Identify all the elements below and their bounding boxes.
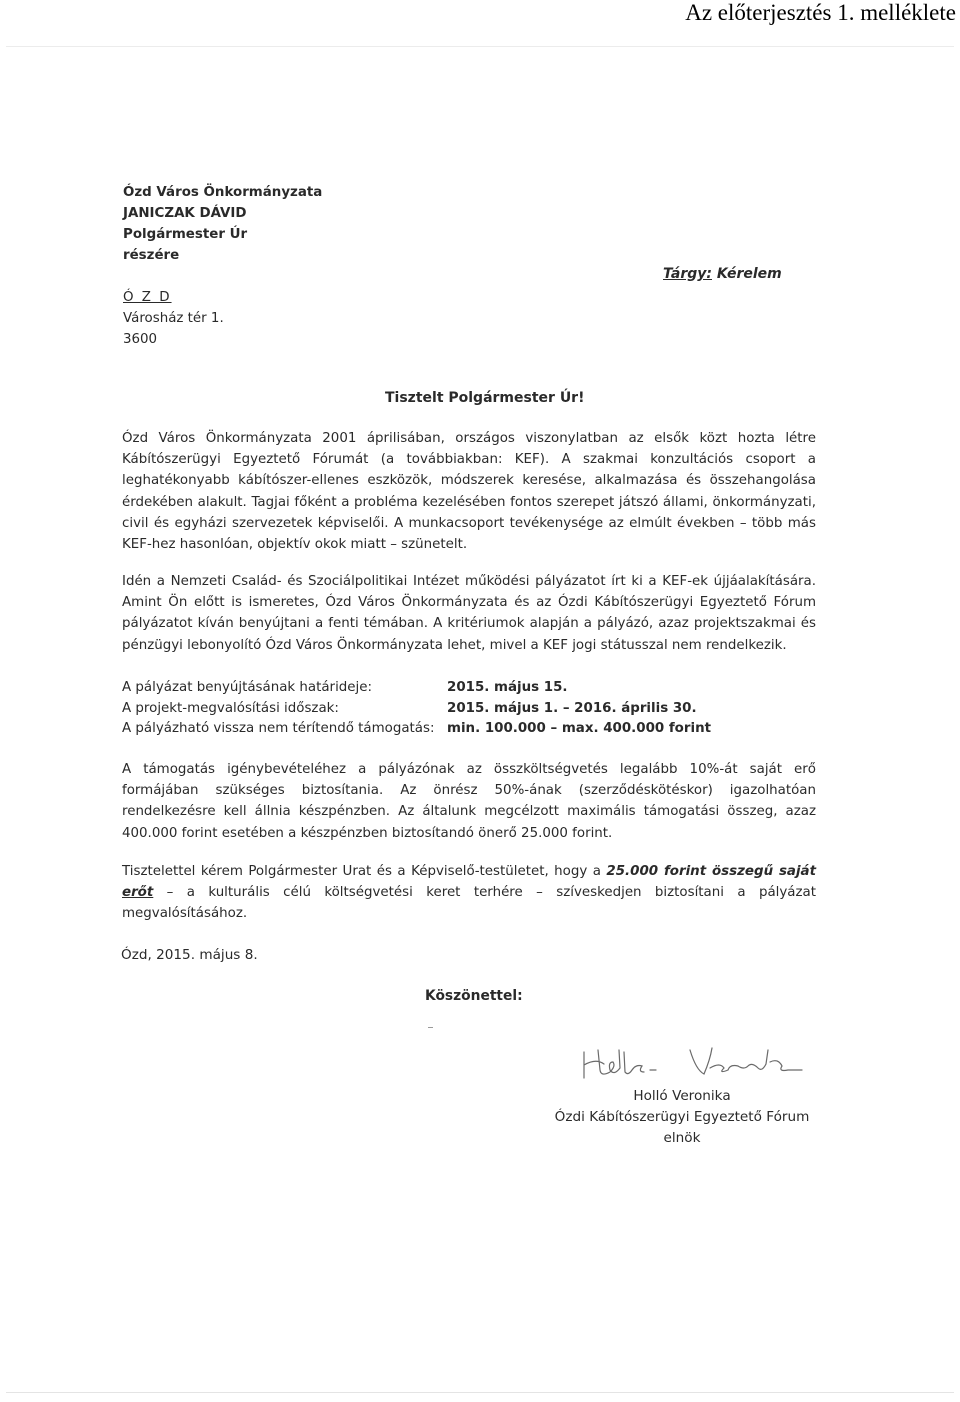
fact-value: 2015. május 15.	[447, 680, 568, 695]
fact-label: A pályázható vissza nem térítendő támogatás:	[122, 721, 435, 736]
paragraph-4-emphasis-underlined: erőt	[122, 885, 154, 901]
recipient-address	[123, 182, 322, 350]
subject-label: Tárgy:	[663, 266, 712, 282]
paragraph-4-part1: Tisztelettel kérem Polgármester Urat és a Képviselő-testületet, hogy a	[122, 864, 607, 879]
fact-value: min. 100.000 – max. 400.000 forint	[447, 721, 712, 736]
handwritten-signature	[570, 1040, 820, 1084]
signer-org: Ózdi Kábítószerügyi Egyeztető Fórum	[554, 1109, 810, 1125]
annex-label: Az előterjesztés 1. melléklete	[685, 0, 956, 25]
recipient-city: Ó Z D	[123, 290, 172, 305]
subject-text: Kérelem	[716, 266, 782, 282]
recipient-org: Ózd Város Önkormányzata	[123, 185, 323, 200]
paragraph-4	[122, 861, 816, 925]
fact-period	[122, 698, 697, 719]
subject-line	[663, 264, 782, 285]
signer-role: elnök	[663, 1130, 701, 1146]
signer-name: Holló Veronika	[633, 1088, 731, 1104]
facts-list	[122, 677, 712, 739]
paragraph-4-emphasis: 25.000 forint összegű saját	[606, 864, 816, 879]
closing: Köszönettel:	[425, 988, 523, 1004]
recipient-zip: 3600	[123, 332, 158, 347]
fact-label: A projekt-megvalósítási időszak:	[122, 700, 339, 716]
salutation: Tisztelt Polgármester Úr!	[385, 390, 585, 406]
letter-date: Ózd, 2015. május 8.	[121, 947, 258, 963]
fact-value: 2015. május 1. – 2016. április 30.	[447, 700, 697, 716]
signer-block	[552, 1086, 812, 1149]
stray-mark	[428, 1027, 433, 1028]
paragraph-2: Idén a Nemzeti Család- és Szociálpolitikai Intézet működési pályázatot írt ki a KEF-ek újjáalakítására. Amint Ön előtt is ismeretes, Ózd Város Önkormányzata és az Ózdi Kábítószerügyi Egyeztető Fórum pályázatot kíván benyújtani a fenti témában. A kritériumok alapján a pályázó, azaz projektszakmai és pénzügyi lebonyolító Ózd Város Önkormányzata lehet, mivel a KEF jogi státusszal nem rendelkezik.	[122, 574, 816, 653]
paragraph-3: A támogatás igénybevételéhez a pályázónak az összköltségvetés legalább 10%-át saját erő formájában szükséges biztosítania. Az önrész 50%-ának (szerződéskötéskor) igazolhatóan rendelkezésre kell állnia készpénzben. Az általunk megcélzott maximális támogatási összeg, azaz 400.000 forint esetében a készpénzben biztosítandó önerő 25.000 forint.	[122, 762, 816, 841]
fact-label: A pályázat benyújtásának határideje:	[122, 680, 372, 695]
paragraph-1: Ózd Város Önkormányzata 2001 áprilisában, országos viszonylatban az elsők közt hozta létre Kábítószerügyi Egyeztető Fórumát (a továbbiakban: KEF). A szakmai konzultációs csoport a leghatékonyabb kábítószer-ellenes eszközök, módszerek keresése, alkalmazása és összehangolása érdekében alakult. Tagjai főként a probléma kezelésében fontos szerepet játszó állami, önkormányzati, civil és egyházi szervezetek képviselői. A munkacsoport tevékenysége az elmúlt években – több más KEF-hez hasonlóan, objektív okok miatt – szünetelt.	[122, 431, 816, 553]
recipient-for: részére	[123, 248, 180, 263]
recipient-name: JANICZAK DÁVID	[123, 206, 247, 221]
recipient-street: Városház tér 1.	[123, 311, 224, 326]
fact-grant	[122, 718, 712, 739]
paragraph-4-part2: – a kulturális célú költségvetési keret terhére – szíveskedjen biztosítani a pályázat megvalósításához.	[122, 885, 816, 922]
recipient-title: Polgármester Úr	[123, 227, 248, 242]
fact-deadline	[122, 677, 568, 698]
